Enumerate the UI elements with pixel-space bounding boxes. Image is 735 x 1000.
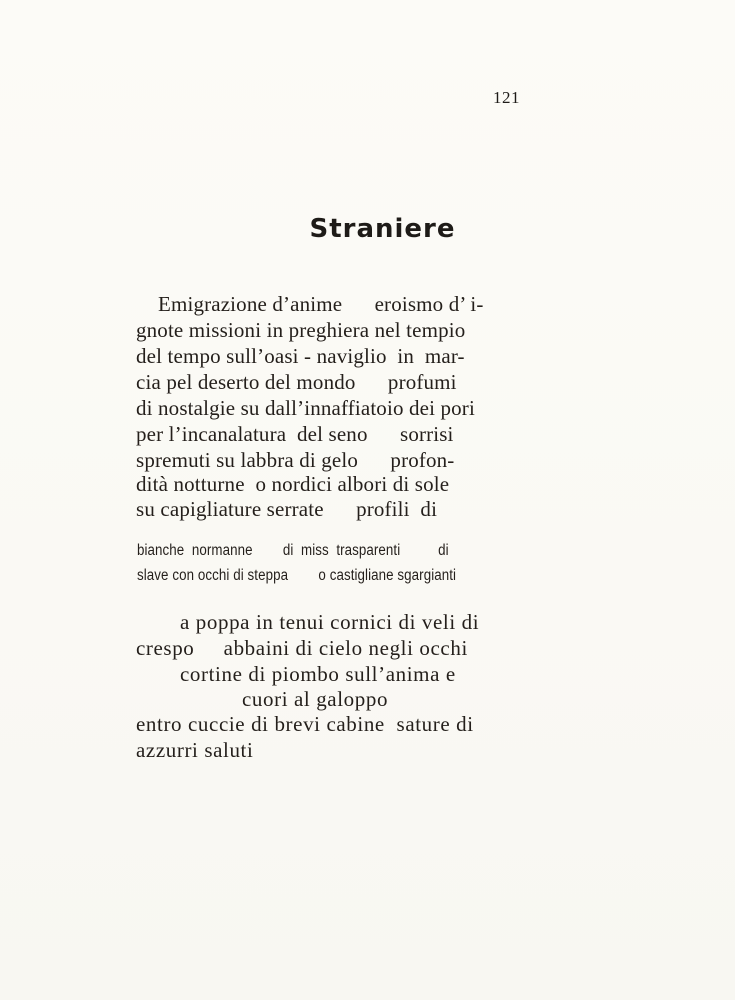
poem-line: spremuti su labbra di gelo profon- (136, 448, 455, 472)
poem-line: a poppa in tenui cornici di veli di (180, 610, 480, 634)
poem-title: Straniere (309, 214, 456, 244)
poem-line: entro cuccie di brevi cabine sature di (136, 712, 474, 736)
poem-line: per l’incanalatura del seno sorrisi (136, 422, 454, 446)
poem-line: cortine di piombo sull’anima e (180, 662, 456, 686)
poem-line: gnote missioni in preghiera nel tempio (136, 318, 466, 342)
poem-line: di nostalgie su dall’innaffiatoio dei pori (136, 396, 475, 420)
poem-line: Emigrazione d’anime eroismo d’ i- (158, 292, 484, 316)
poem-line: azzurri saluti (136, 738, 254, 762)
poem-line: cuori al galoppo (242, 687, 389, 711)
poem-line: dità notturne o nordici albori di sole (136, 472, 450, 496)
page-number: 121 (493, 88, 520, 107)
poem-line: slave con occhi di steppa o castigliane sgargianti (137, 567, 457, 584)
poem-line: del tempo sull’oasi - naviglio in mar- (136, 344, 465, 368)
poem-line: crespo abbaini di cielo negli occhi (136, 636, 468, 660)
poem-line: bianche normanne di miss trasparenti di (137, 542, 449, 559)
poem-line: cia pel deserto del mondo profumi (136, 370, 457, 394)
poem-line: su capigliature serrate profili di (136, 497, 438, 521)
